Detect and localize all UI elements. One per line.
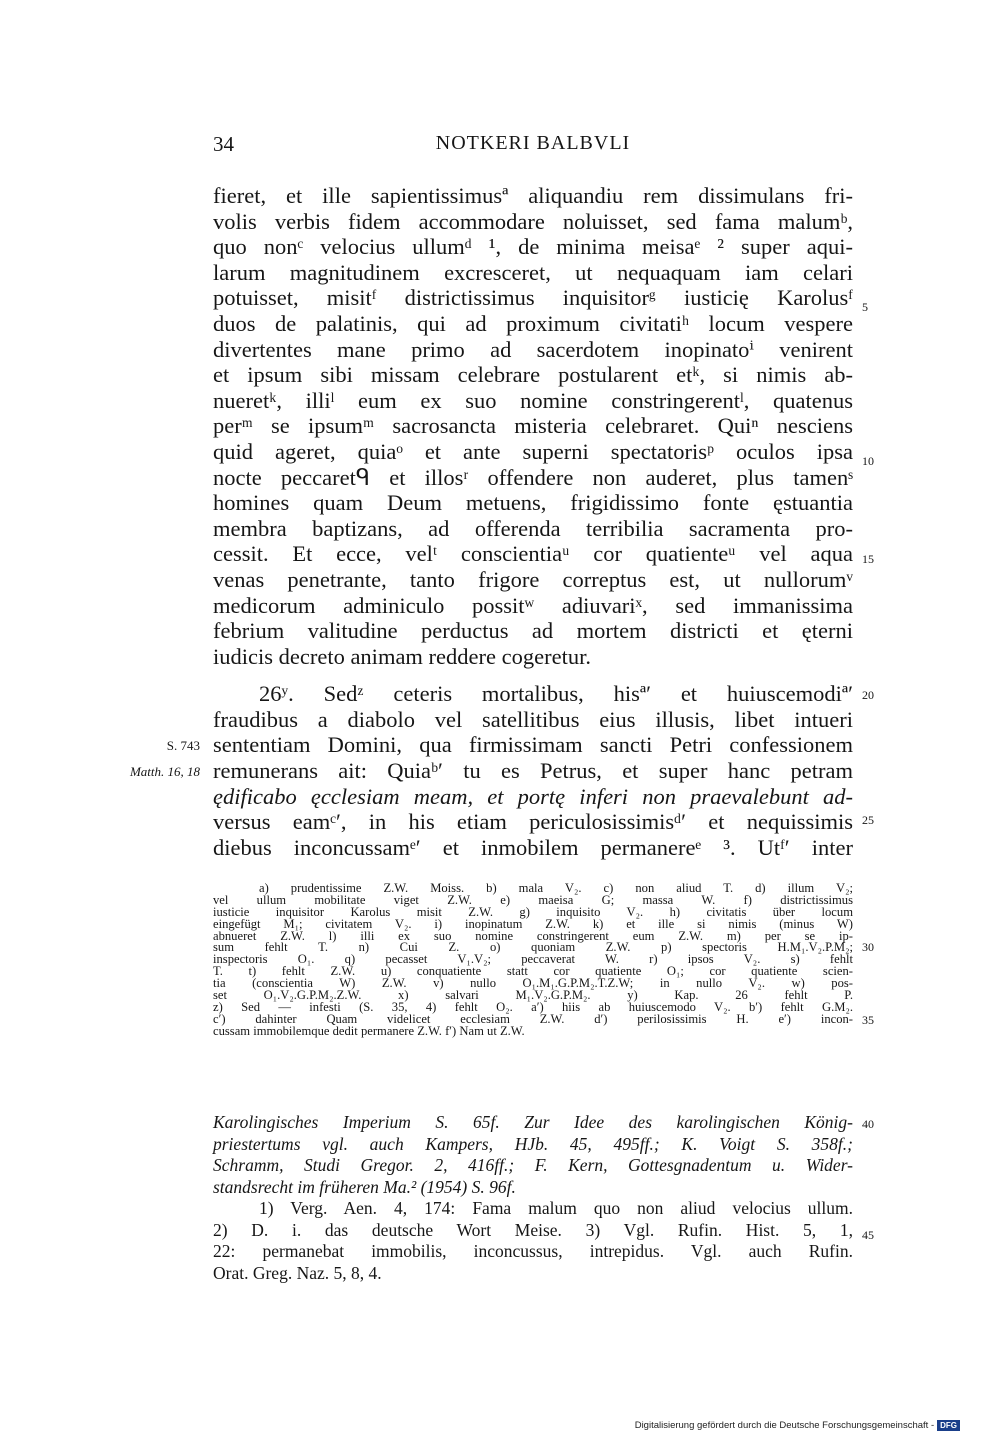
- digitization-credit: [635, 1420, 960, 1431]
- commentary-line: Schramm, Studi Gregor. 2, 416ff.; F. Kern, Gottesgnadentum u. Wider-: [213, 1155, 853, 1175]
- apparatus-line: iusticie inquisitor Karolus misit Z.W. g) inquisito V₂. h) civitatis über locum: [213, 904, 853, 919]
- margin-reference: Matth. 16, 18: [129, 764, 200, 779]
- text-line: nocte peccaretᑫ et illosʳ offendere non auderet, plus tamenˢ: [213, 464, 853, 490]
- text-line: larum magnitudinem excresceret, ut nequaquam iam celari: [213, 259, 853, 285]
- commentary-note: [213, 1112, 853, 1198]
- text-line: homines quam Deum metuens, frigidissimo fonte ęstuantia: [213, 490, 853, 516]
- text-line: versus eamᶜ′, in his etiam periculosissimisᵈ′ et nequissimis: [213, 809, 853, 835]
- commentary-line: priestertums vgl. auch Kampers, HJb. 45, 495ff.; K. Voigt S. 358f.;: [213, 1133, 853, 1154]
- critical-apparatus: [213, 883, 853, 1038]
- text-line: medicorum adminiculo possitʷ adiuvariˣ, sed immanissima: [213, 592, 853, 618]
- text-line: diebus inconcussamᵉ′ et inmobilem permanereᵉ ³. Utᶠ′ inter: [213, 834, 853, 860]
- line-number: 35: [862, 1013, 874, 1027]
- apparatus-line: sum fehlt T. n) Cui Z. o) quoniam Z.W. p) spectoris H.M₁.V₂.P.M₂;: [213, 940, 853, 955]
- apparatus-line: T. t) fehlt Z.W. u) conquatiente statt cor quatiente O₁; cor quatiente scien-: [213, 964, 853, 979]
- apparatus-line: vel ullum mobilitate viget Z.W. e) maeisa G; massa W. f) districtissimus: [213, 892, 853, 907]
- apparatus-line: z) Sed — infesti (S. 35, 4) fehlt O₂. a′) hiis ab huiuscemodo V₂. b′) fehlt G.M₂.: [213, 999, 853, 1014]
- text-line: febrium valitudine perductus ad mortem districti et ęterni: [213, 618, 853, 644]
- line-number: 45: [862, 1228, 874, 1242]
- text-line: sententiam Domini, qua firmissimam sancti Petri confessionem: [213, 732, 853, 758]
- apparatus-line: set O₁.V₂.G.P.M₂.Z.W. x) salvari M₁.V₂.G.P.M₂. y) Kap. 26 fehlt P.: [213, 988, 853, 1003]
- text-line: venas penetrante, tanto frigore correptus est, ut nullorumᵛ: [213, 566, 853, 592]
- text-line: potuisset, misitᶠ districtissimus inquisitorᵍ iusticię Karolusᶠ: [213, 285, 853, 311]
- apparatus-line: a) prudentissime Z.W. Moiss. b) mala V₂. c) non aliud T. d) illum V₂;: [259, 881, 853, 895]
- footnote-line: Orat. Greg. Naz. 5, 8, 4.: [213, 1263, 382, 1284]
- apparatus-line: c′) dahinter Quam videlicet ecclesiam Z.W. d′) perilosissimis H. e′) incon-: [213, 1011, 853, 1026]
- footnote-line: 2) D. i. das deutsche Wort Meise. 3) Vgl. Rufin. Hist. 5, 1,: [213, 1219, 853, 1240]
- line-number: 30: [862, 940, 874, 954]
- credit-text: Digitalisierung gefördert durch die Deutsche Forschungsgemeinschaft -: [634, 1420, 935, 1432]
- line-number: 10: [862, 454, 874, 468]
- main-text: [213, 183, 853, 860]
- margin-reference: S. 743: [166, 738, 200, 753]
- commentary-line: Karolingisches Imperium S. 65f. Zur Idee des karolingischen König-: [213, 1112, 853, 1132]
- text-line: iudicis decreto animam reddere cogeretur.: [213, 643, 591, 669]
- dfg-logo: DFG: [937, 1420, 960, 1431]
- text-line: quid ageret, quiaᵒ et ante superni spectatorisᵖ oculos ipsa: [213, 438, 853, 464]
- text-line: fieret, et ille sapientissimusª aliquandiu rem dissimulans fri-: [213, 183, 853, 208]
- page-number: 34: [213, 132, 234, 156]
- chapter-start-line: 26ʸ. Sedᶻ ceteris mortalibus, hisª′ et huiuscemodiª′: [259, 681, 853, 707]
- footnote-line: 1) Verg. Aen. 4, 174: Fama malum quo non aliud velocius ullum.: [259, 1198, 853, 1218]
- apparatus-line: eingefügt M₁; civitatem V₂. i) inopinatum Z.W. k) et ille si nimis (minus W): [213, 916, 853, 931]
- running-header: [213, 132, 853, 164]
- line-number: 15: [862, 552, 874, 566]
- text-line: cessit. Et ecce, velᵗ conscientiaᵘ cor quatienteᵘ vel aqua: [213, 541, 853, 567]
- text-line: membra baptizans, ad offerenda terribilia sacramenta pro-: [213, 515, 853, 541]
- source-footnotes: [213, 1198, 853, 1285]
- line-number: 20: [862, 688, 874, 702]
- text-line: volis verbis fidem accommodare noluisset, sed fama malumᵇ,: [213, 208, 853, 234]
- line-number: 40: [862, 1117, 874, 1131]
- footnote-line: 22: permanebat immobilis, inconcussus, intrepidus. Vgl. auch Rufin.: [213, 1241, 853, 1262]
- apparatus-line: abnueret Z.W. l) illi ex suo nomine constringerent eum Z.W. m) per se ip-: [213, 928, 853, 943]
- apparatus-line: cussam immobilemque dedit permanere Z.W. f′) Nam ut Z.W.: [213, 1023, 525, 1038]
- text-line: fraudibus a diabolo vel satellitibus eius illusis, libet intueri: [213, 706, 853, 732]
- text-line: nueretᵏ, illiˡ eum ex suo nomine constringerentˡ, quatenus: [213, 387, 853, 413]
- text-line: divertentes mane primo ad sacerdotem inopinatoⁱ venirent: [213, 336, 853, 362]
- text-line: remunerans ait: Quiaᵇ′ tu es Petrus, et super hanc petram: [213, 758, 853, 784]
- line-number: 5: [862, 300, 868, 314]
- commentary-line: standsrecht im früheren Ma.² (1954) S. 96f.: [213, 1176, 516, 1197]
- text-line: ędificabo ęcclesiam meam, et portę inferi non praevalebunt ad-: [213, 783, 853, 809]
- text-line: quo nonᶜ velocius ullumᵈ ¹, de minima meisaᵉ ² super aqui-: [213, 234, 853, 260]
- running-title: NOTKERI BALBVLI: [435, 132, 631, 154]
- text-line: perᵐ se ipsumᵐ sacrosancta misteria celebraret. Quiⁿ nesciens: [213, 413, 853, 439]
- text-line: duos de palatinis, qui ad proximum civitatiʰ locum vespere: [213, 310, 853, 336]
- apparatus-line: tia (conscientia W) Z.W. v) nullo O₁.M₁.G.P.M₂.T.Z.W; in nullo V₂. w) pos-: [213, 976, 853, 991]
- text-line: et ipsum sibi missam celebrare postularent etᵏ, si nimis ab-: [213, 362, 853, 388]
- apparatus-line: inspectoris O₁. q) pecasset V₁.V₂; peccaverat W. r) ipsos V₂. s) fehlt: [213, 952, 853, 967]
- line-number: 25: [862, 813, 874, 827]
